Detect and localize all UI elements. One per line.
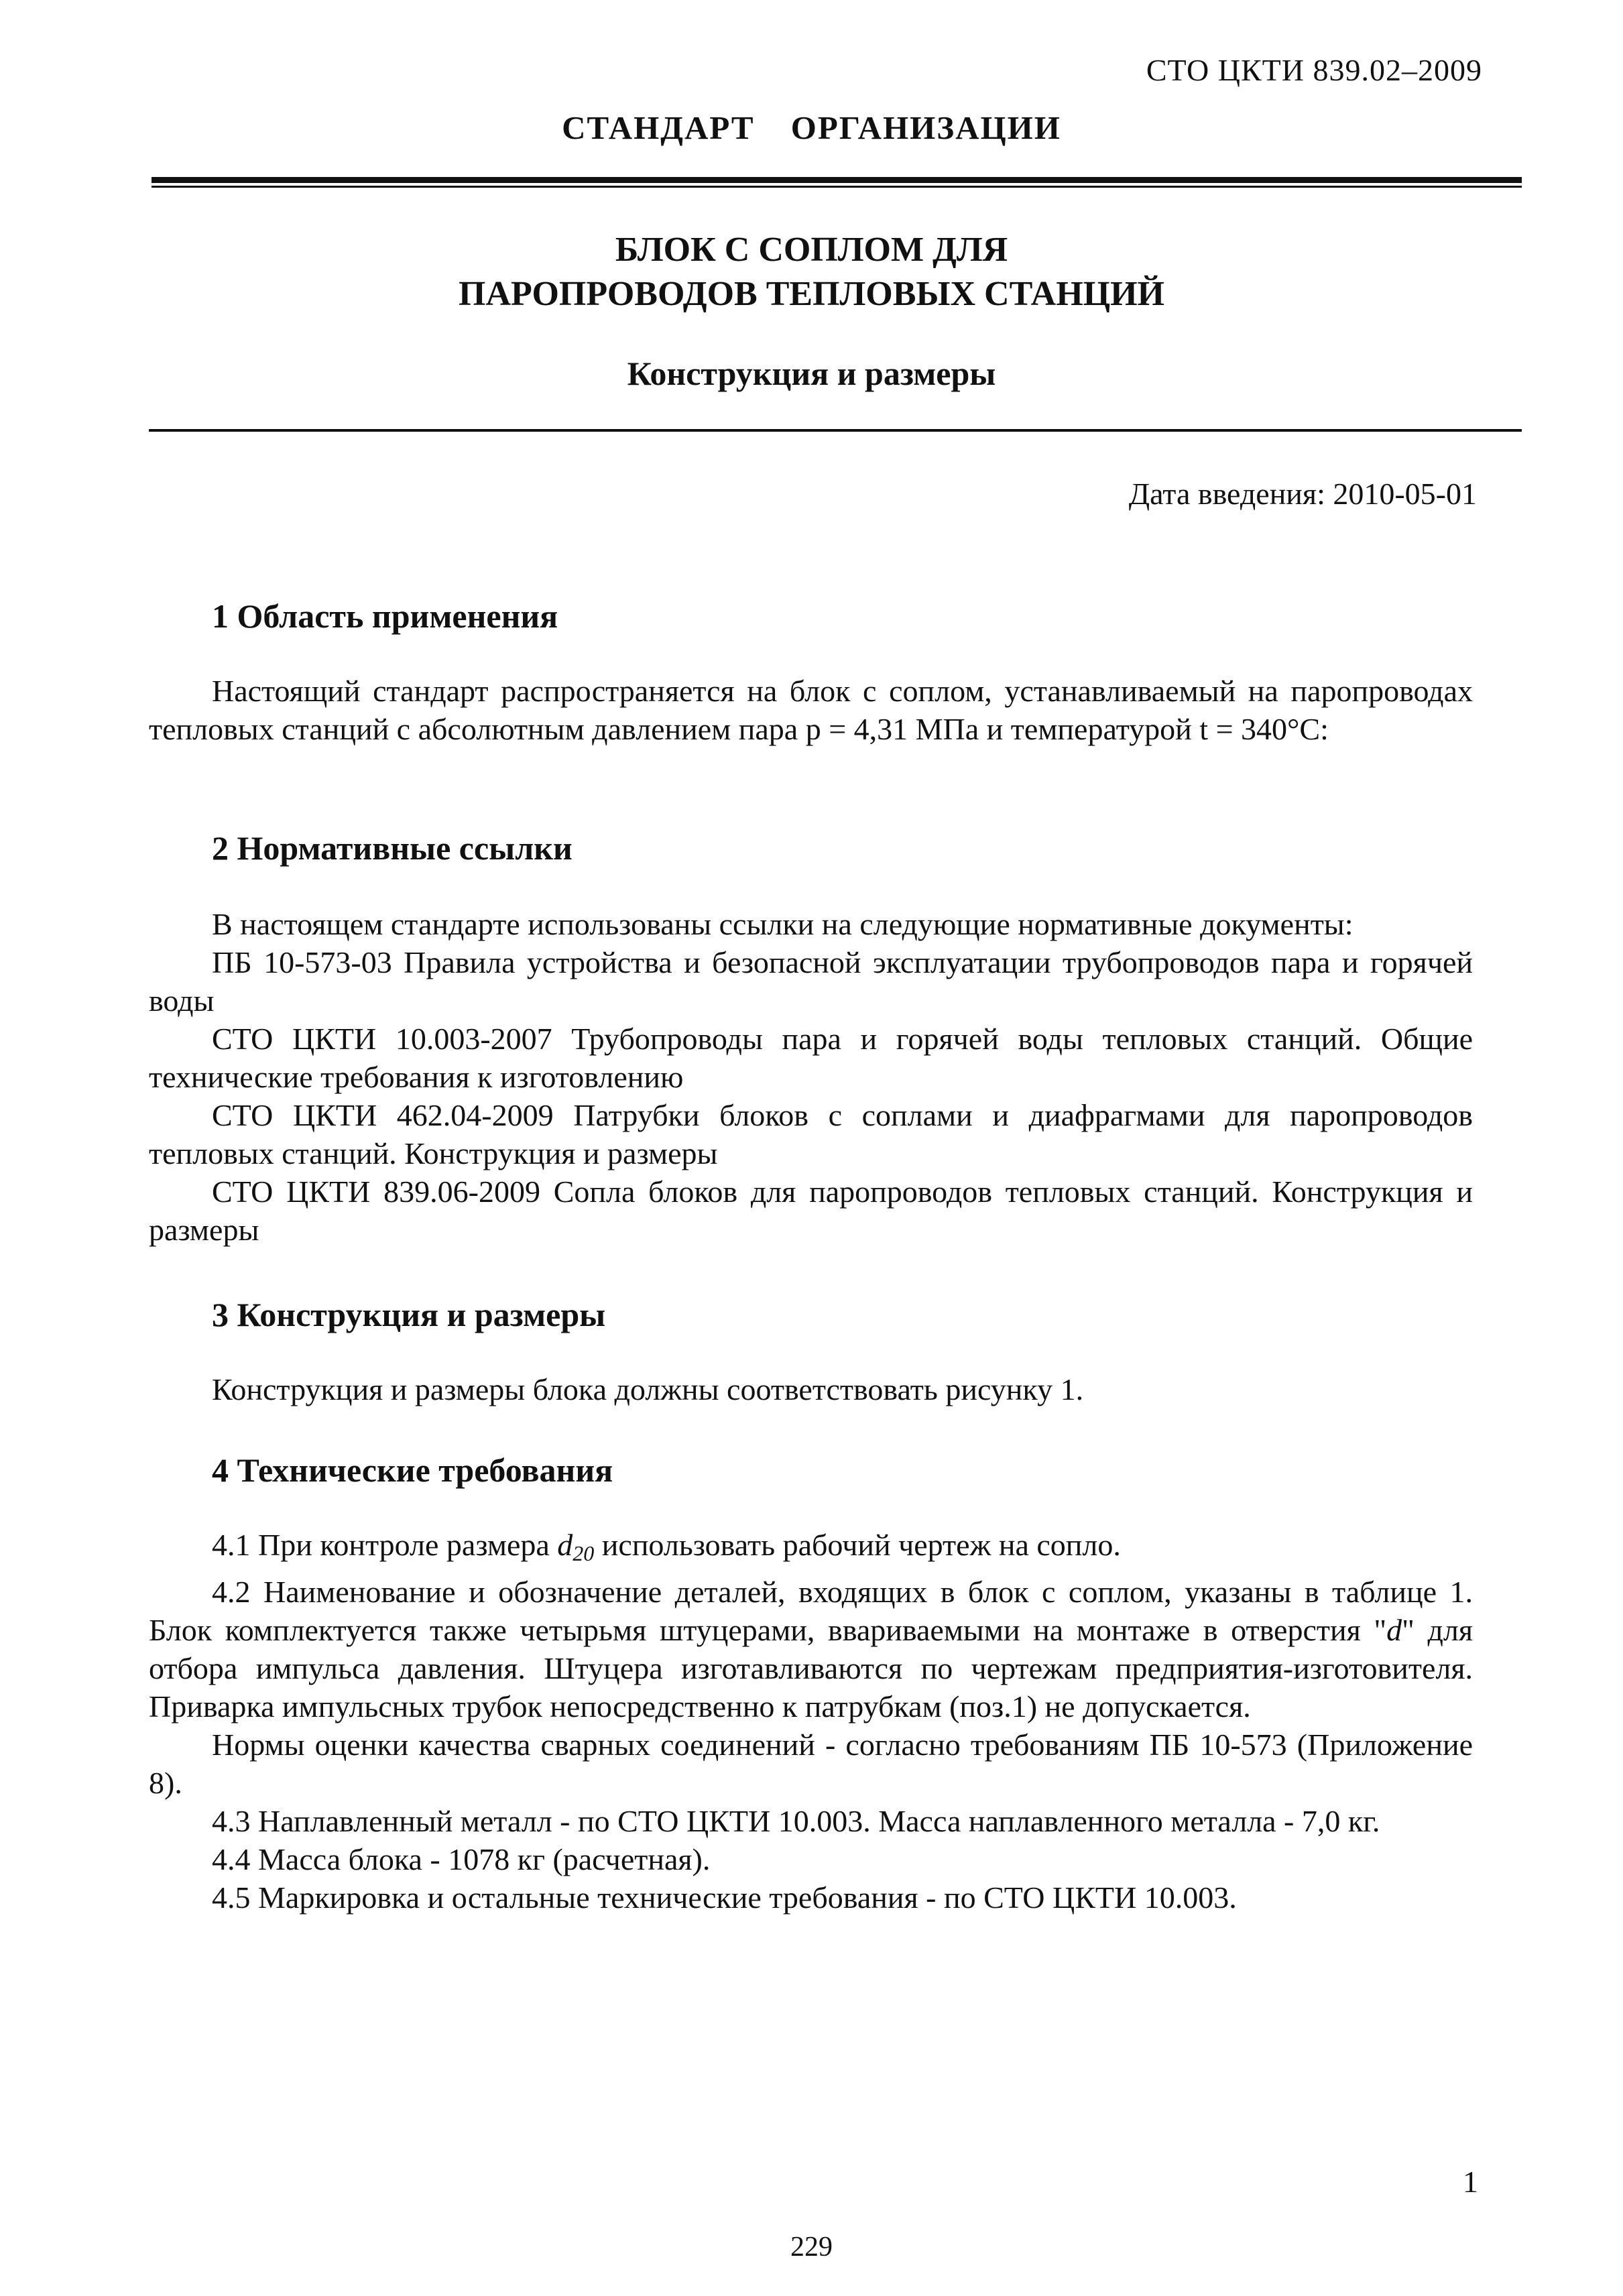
reference-item: СТО ЦКТИ 462.04-2009 Патрубки блоков с соплами и диафрагмами для паропроводов тепловых станций. Конструкция и размеры xyxy=(149,1098,1473,1170)
section-2-intro: В настоящем стандарте использованы ссылки на следующие нормативные документы: xyxy=(212,907,1354,941)
reference-item: СТО ЦКТИ 839.06-2009 Сопла блоков для паропроводов тепловых станций. Конструкция и размеры xyxy=(149,1174,1473,1247)
section-1-text: Настоящий стандарт распространяется на блок с соплом, устанавливаемый на паропроводах тепловых станций с абсолютным давлением пара p = 4,31 МПа и температурой t = 340°С: xyxy=(149,674,1473,746)
header-rule xyxy=(152,177,1522,188)
p42-text-b: " для отбора импульса давления. Штуцера изготавливаются по чертежам предприятия-изготовителя. Приварка импульсных трубок непосредственно к патрубкам (поз.1) не допускается. xyxy=(149,1613,1473,1724)
section-3-text: Конструкция и размеры блока должны соответствовать рисунку 1. xyxy=(212,1372,1084,1406)
document-title xyxy=(0,228,1623,316)
title-line-1: БЛОК С СОПЛОМ ДЛЯ xyxy=(615,231,1008,269)
page-number-local: 1 xyxy=(1463,2165,1478,2199)
p41-variable: d xyxy=(557,1528,573,1562)
paragraph-4-2-norms: Нормы оценки качества сварных соединений - согласно требованиям ПБ 10-573 (Приложение 8). xyxy=(149,1728,1473,1800)
organization-heading: СТАНДАРТ ОРГАНИЗАЦИИ xyxy=(562,109,1061,146)
p41-text-b: использовать рабочий чертеж на сопло. xyxy=(594,1528,1121,1562)
reference-item: ПБ 10-573-03 Правила устройства и безопасной эксплуатации трубопроводов пара и горячей воды xyxy=(149,945,1473,1018)
section-2-body xyxy=(149,905,1473,1249)
p42-variable: d xyxy=(1386,1613,1402,1647)
paragraph-4-3: 4.3 Наплавленный металл - по СТО ЦКТИ 10.003. Масса наплавленного металла - 7,0 кг. xyxy=(212,1804,1380,1838)
section-3-heading: 3 Конструкция и размеры xyxy=(212,1296,606,1333)
paragraph-4-2 xyxy=(149,1573,1473,1726)
section-4-heading: 4 Технические требования xyxy=(212,1451,613,1489)
section-1-heading: 1 Область применения xyxy=(212,597,558,635)
p42-text-a: 4.2 Наименование и обозначение деталей, входящих в блок с соплом, указаны в таблице 1. Блок комплектуется также четырьмя штуцерами, ввариваемыми на монтаже в отверстия " xyxy=(149,1575,1473,1647)
title-line-2: ПАРОПРОВОДОВ ТЕПЛОВЫХ СТАНЦИЙ xyxy=(459,275,1164,313)
section-3-body xyxy=(149,1370,1473,1408)
paragraph-4-5: 4.5 Маркировка и остальные технические требования - по СТО ЦКТИ 10.003. xyxy=(212,1880,1237,1915)
section-1-body xyxy=(149,672,1473,748)
section-2-heading: 2 Нормативные ссылки xyxy=(212,829,573,867)
p41-subscript: 20 xyxy=(573,1541,595,1565)
p41-text-a: 4.1 При контроле размера xyxy=(212,1528,558,1562)
paragraph-4-1 xyxy=(149,1526,1473,1573)
paragraph-4-4: 4.4 Масса блока - 1078 кг (расчетная). xyxy=(212,1842,711,1876)
intro-date: Дата введения: 2010-05-01 xyxy=(1128,477,1477,511)
document-code: СТО ЦКТИ 839.02–2009 xyxy=(1146,53,1482,87)
reference-item: СТО ЦКТИ 10.003-2007 Трубопроводы пара и горячей воды тепловых станций. Общие технические требования к изготовлению xyxy=(149,1022,1473,1094)
page-number-global: 229 xyxy=(790,2232,833,2262)
section-4-body xyxy=(149,1526,1473,1917)
document-subtitle: Конструкция и размеры xyxy=(627,355,996,392)
title-rule xyxy=(149,429,1522,432)
